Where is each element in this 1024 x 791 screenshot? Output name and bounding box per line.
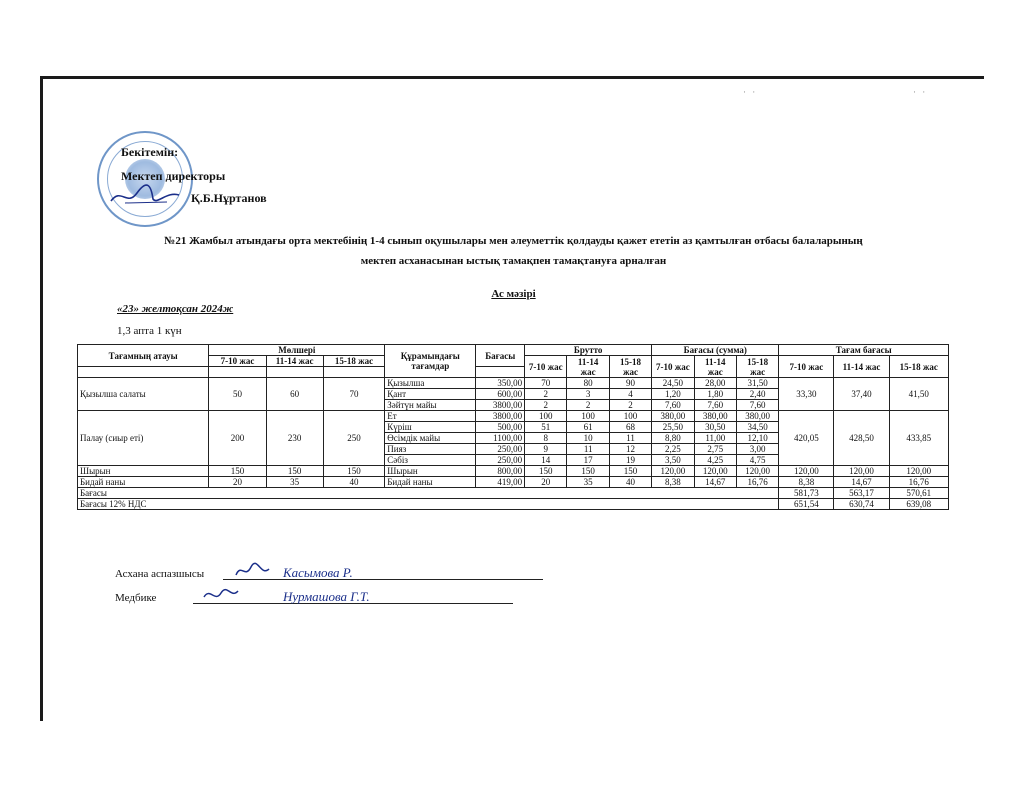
sum-age1: 1,20 — [652, 389, 694, 400]
header-ingredients: Құрамындағы тағамдар — [385, 345, 476, 378]
header-portion-age3: 15-18 жас — [323, 356, 384, 367]
cook-signature — [233, 561, 273, 581]
sum-age3: 12,10 — [736, 433, 778, 444]
nurse-signature — [201, 585, 241, 605]
vat-age3: 639,08 — [889, 499, 948, 510]
sum-age3: 4,75 — [736, 455, 778, 466]
sum-age2: 14,67 — [694, 477, 736, 488]
header-gross-age2: 11-14 жас — [567, 356, 609, 378]
ingredient-row — [78, 378, 949, 389]
portion-age1: 20 — [209, 477, 266, 488]
vat-label: Бағасы 12% НДС — [78, 499, 779, 510]
dish-price-age2: 120,00 — [834, 466, 889, 477]
sum-age1: 25,50 — [652, 422, 694, 433]
header-price: Бағасы — [476, 345, 525, 367]
dish-price-age2: 14,67 — [834, 477, 889, 488]
dish-price-age3: 433,85 — [889, 411, 948, 466]
header-sum-age1: 7-10 жас — [652, 356, 694, 378]
header-gross: Брутто — [525, 345, 652, 356]
gross-age3: 19 — [609, 455, 651, 466]
total-row — [78, 488, 949, 499]
dish-name: Шырын — [78, 466, 209, 477]
header-sum-age3: 15-18 жас — [736, 356, 778, 378]
total-age1: 581,73 — [779, 488, 834, 499]
sum-age3: 380,00 — [736, 411, 778, 422]
document-sheet — [40, 76, 984, 721]
header-gross-age1: 7-10 жас — [525, 356, 567, 378]
header-spacer — [266, 367, 323, 378]
gross-age3: 150 — [609, 466, 651, 477]
ingredient-name: Қызылша — [385, 378, 476, 389]
gross-age1: 2 — [525, 400, 567, 411]
dish-price-age1: 120,00 — [779, 466, 834, 477]
gross-age1: 8 — [525, 433, 567, 444]
sum-age1: 2,25 — [652, 444, 694, 455]
gross-age3: 4 — [609, 389, 651, 400]
ingredient-name: Шырын — [385, 466, 476, 477]
gross-age2: 2 — [567, 400, 609, 411]
sum-age2: 120,00 — [694, 466, 736, 477]
menu-table — [77, 344, 949, 510]
portion-age1: 150 — [209, 466, 266, 477]
header-spacer — [323, 367, 384, 378]
gross-age1: 150 — [525, 466, 567, 477]
gross-age1: 70 — [525, 378, 567, 389]
ingredient-price: 3800,00 — [476, 411, 525, 422]
gross-age1: 51 — [525, 422, 567, 433]
header-dish-name: Тағамның атауы — [78, 345, 209, 367]
dish-price-age2: 428,50 — [834, 411, 889, 466]
header-portion-age1: 7-10 жас — [209, 356, 266, 367]
ingredient-name: Сәбіз — [385, 455, 476, 466]
sum-age1: 380,00 — [652, 411, 694, 422]
gross-age1: 9 — [525, 444, 567, 455]
sum-age1: 3,50 — [652, 455, 694, 466]
header-portion-age2: 11-14 жас — [266, 356, 323, 367]
total-age2: 563,17 — [834, 488, 889, 499]
ingredient-price: 3800,00 — [476, 400, 525, 411]
dish-price-age3: 16,76 — [889, 477, 948, 488]
menu-table-body — [78, 378, 949, 510]
ingredient-name: Зәйтүн майы — [385, 400, 476, 411]
ingredient-price: 250,00 — [476, 444, 525, 455]
portion-age3: 40 — [323, 477, 384, 488]
ingredient-price: 250,00 — [476, 455, 525, 466]
sum-age2: 2,75 — [694, 444, 736, 455]
portion-age3: 150 — [323, 466, 384, 477]
sum-age2: 30,50 — [694, 422, 736, 433]
header-sum: Бағасы (сумма) — [652, 345, 779, 356]
portion-age1: 200 — [209, 411, 266, 466]
sum-age3: 16,76 — [736, 477, 778, 488]
gross-age3: 90 — [609, 378, 651, 389]
gross-age3: 2 — [609, 400, 651, 411]
ingredient-price: 500,00 — [476, 422, 525, 433]
gross-age2: 11 — [567, 444, 609, 455]
ingredient-name: Пияз — [385, 444, 476, 455]
header-portion: Мөлшері — [209, 345, 385, 356]
portion-age1: 50 — [209, 378, 266, 411]
header-dishprice-age1: 7-10 жас — [779, 356, 834, 378]
dish-price-age1: 8,38 — [779, 477, 834, 488]
ingredient-name: Күріш — [385, 422, 476, 433]
sum-age3: 31,50 — [736, 378, 778, 389]
gross-age2: 80 — [567, 378, 609, 389]
nurse-label: Медбике — [115, 592, 157, 604]
gross-age3: 100 — [609, 411, 651, 422]
total-age3: 570,61 — [889, 488, 948, 499]
sum-age1: 7,60 — [652, 400, 694, 411]
gross-age2: 3 — [567, 389, 609, 400]
document-title-line2: мектеп асханасынан ыстық тамақпен тамақтануға арналған — [360, 255, 667, 267]
dish-name: Палау (сиыр еті) — [78, 411, 209, 466]
ingredient-name: Өсімдік майы — [385, 433, 476, 444]
ingredient-price: 600,00 — [476, 389, 525, 400]
approve-label: Бекітемін: — [121, 145, 179, 159]
gross-age3: 12 — [609, 444, 651, 455]
header-spacer — [78, 367, 209, 378]
vat-age2: 630,74 — [834, 499, 889, 510]
sum-age1: 8,80 — [652, 433, 694, 444]
dish-price-age1: 420,05 — [779, 411, 834, 466]
gross-age3: 68 — [609, 422, 651, 433]
gross-age1: 100 — [525, 411, 567, 422]
sum-age3: 3,00 — [736, 444, 778, 455]
gross-age2: 35 — [567, 477, 609, 488]
sum-age2: 4,25 — [694, 455, 736, 466]
menu-title: Ас мәзірі — [491, 288, 536, 300]
gross-age1: 2 — [525, 389, 567, 400]
portion-age2: 230 — [266, 411, 323, 466]
ingredient-row — [78, 411, 949, 422]
scan-artifact: · · — [913, 87, 928, 97]
director-name: Қ.Б.Нұртанов — [191, 191, 267, 205]
dish-price-age1: 33,30 — [779, 378, 834, 411]
cook-label: Асхана аспазшысы — [115, 568, 205, 580]
sum-age3: 120,00 — [736, 466, 778, 477]
dish-price-age3: 41,50 — [889, 378, 948, 411]
portion-age3: 250 — [323, 411, 384, 466]
header-gross-age3: 15-18 жас — [609, 356, 651, 378]
portion-age2: 35 — [266, 477, 323, 488]
gross-age1: 20 — [525, 477, 567, 488]
gross-age3: 11 — [609, 433, 651, 444]
header-dish-price: Тағам бағасы — [779, 345, 949, 356]
dish-price-age2: 37,40 — [834, 378, 889, 411]
gross-age2: 10 — [567, 433, 609, 444]
sum-age3: 7,60 — [736, 400, 778, 411]
sum-age2: 11,00 — [694, 433, 736, 444]
sum-age1: 120,00 — [652, 466, 694, 477]
portion-age2: 150 — [266, 466, 323, 477]
sum-age1: 24,50 — [652, 378, 694, 389]
header-spacer — [209, 367, 266, 378]
dish-price-age3: 120,00 — [889, 466, 948, 477]
portion-age2: 60 — [266, 378, 323, 411]
ingredient-name: Бидай наны — [385, 477, 476, 488]
vat-age1: 651,54 — [779, 499, 834, 510]
gross-age2: 100 — [567, 411, 609, 422]
header-dishprice-age2: 11-14 жас — [834, 356, 889, 378]
portion-age3: 70 — [323, 378, 384, 411]
header-dishprice-age3: 15-18 жас — [889, 356, 948, 378]
dish-name: Қызылша салаты — [78, 378, 209, 411]
dish-name: Бидай наны — [78, 477, 209, 488]
sum-age2: 7,60 — [694, 400, 736, 411]
header-sum-age2: 11-14 жас — [694, 356, 736, 378]
gross-age1: 14 — [525, 455, 567, 466]
sum-age2: 1,80 — [694, 389, 736, 400]
sum-age1: 8,38 — [652, 477, 694, 488]
director-label: Мектеп директоры — [121, 169, 226, 183]
gross-age3: 40 — [609, 477, 651, 488]
gross-age2: 150 — [567, 466, 609, 477]
cook-name: Касымова Р. — [283, 565, 353, 580]
scan-artifact: · · — [743, 87, 758, 97]
sum-age2: 28,00 — [694, 378, 736, 389]
ingredient-name: Ет — [385, 411, 476, 422]
ingredient-price: 800,00 — [476, 466, 525, 477]
ingredient-row — [78, 466, 949, 477]
vat-row — [78, 499, 949, 510]
document-title-line1: №21 Жамбыл атындағы орта мектебінің 1-4 сынып оқушылары мен әлеуметтік қолдауды қажет ететін аз қамтылған отбасы балаларының — [164, 235, 863, 247]
sum-age3: 2,40 — [736, 389, 778, 400]
director-signature — [107, 183, 183, 209]
sum-age3: 34,50 — [736, 422, 778, 433]
total-label: Бағасы — [78, 488, 779, 499]
header-spacer — [476, 367, 525, 378]
nurse-name: Нурмашова Г.Т. — [283, 589, 370, 604]
ingredient-row — [78, 477, 949, 488]
menu-date: «23» желтоқсан 2024ж — [117, 303, 234, 315]
week-day: 1,3 апта 1 күн — [117, 325, 182, 337]
ingredient-price: 1100,00 — [476, 433, 525, 444]
ingredient-price: 350,00 — [476, 378, 525, 389]
ingredient-price: 419,00 — [476, 477, 525, 488]
gross-age2: 61 — [567, 422, 609, 433]
ingredient-name: Қант — [385, 389, 476, 400]
gross-age2: 17 — [567, 455, 609, 466]
sum-age2: 380,00 — [694, 411, 736, 422]
